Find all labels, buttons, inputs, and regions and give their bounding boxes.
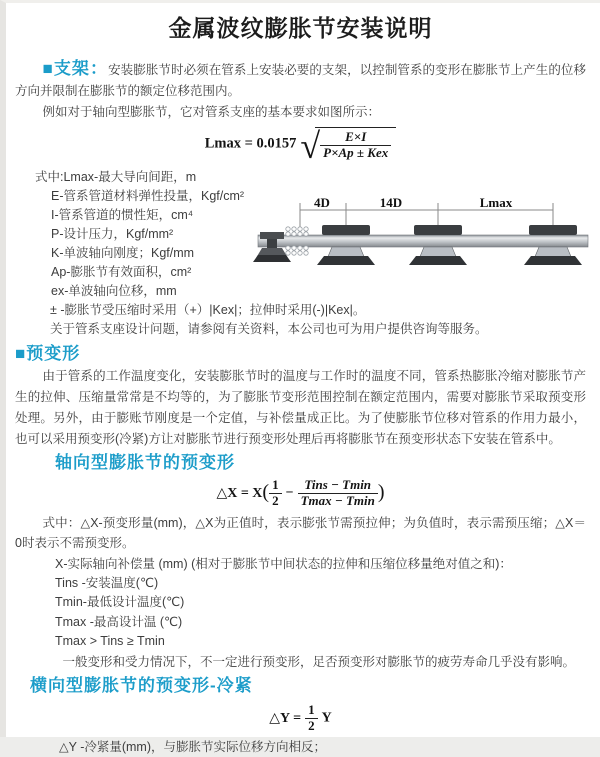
support-section-heading: ■支架： (42, 59, 109, 78)
sqrt-icon: √ (300, 125, 321, 166)
pipe (258, 235, 588, 247)
lmax-formula-lhs: Lmax = 0.0157 (204, 135, 297, 152)
consult-note: 关于管系支座设计问题，请参阅有关资料，本公司也可为用户提供咨询等服务。 (50, 321, 488, 336)
open-paren: ( (262, 480, 270, 503)
definition-line: E-管系管道材料弹性投量，Kgf/cm² (51, 188, 245, 203)
dim-label-lmax: Lmax (479, 195, 513, 210)
delta-x-explanation: 式中：△X-预变形量(mm)，△X为正值时，表示膨张节需预拉伸；为负值时，表示需预压缩；△X＝0时表示不需预变形。 (15, 515, 586, 551)
t-definition: Tmin-最低设计温度(℃) (55, 595, 185, 610)
delta-x-lhs: △X = X (216, 485, 263, 501)
support-paragraph-text: 安装膨胀节时必须在管系上安装必要的支架，以控制管系的变形在膨胀节上产生的位移方向并限制在膨胀节的额定位移范围内。 (15, 63, 586, 98)
preform-section-heading: ■预变形 (15, 343, 81, 363)
support-example-line: 例如对于轴向型膨胀节，它对管系支座的基本要求如图所示： (42, 105, 381, 119)
delta-y-formula (15, 703, 586, 734)
delta-x-formula (15, 478, 586, 509)
support-paragraph (15, 58, 586, 102)
page-title: 金属波纹膨胀节安装说明 (168, 15, 433, 41)
dim-label-14d: 14D (379, 195, 403, 210)
close-paren: ) (377, 480, 385, 503)
definition-line: ex-单波轴向位移，mm (51, 283, 177, 298)
lmax-formula-denominator: P×Ap ± Kex (320, 145, 391, 161)
preform-note: 一般变形和受力情况下，不一定进行预变形，足否预变形对膨胀节的疲劳寿命几乎没有影响。 (62, 654, 576, 669)
axial-preform-heading: 轴向型膨胀节的预变形 (55, 452, 235, 472)
delta-y-rhs: Y (321, 710, 332, 726)
pipe-support-diagram (258, 195, 600, 279)
temperature-fraction: $\frac{\text{Tins − Tmin}}{Tmax - Tmin}$ (298, 478, 378, 509)
t-definition: Tins -安装温度(℃) (55, 575, 159, 590)
one-half-fraction: $\frac{1}{2}$ (305, 703, 318, 734)
preform-paragraph: 由于管系的工作温度变化，安装膨胀节时的温度与工作时的温度不同，管系热膨胀冷缩对膨胀节产生的拉伸、压缩量常常是不均等的，为了膨胀节变形范围控制在额定范围内，需要对膨胀节采取预变形处理。另外，由于膨账节刚度是一个定值，与补偿量成正比。为了使膨胀节位移对管系的作用力最小，也可以采用预变形(冷紧)方让对膨胀节进行预变形处理后再将膨胀节在预变形状态下安装在管系中。 (15, 368, 586, 446)
definition-line: P-设计压力，Kgf/mm² (51, 226, 174, 241)
delta-y-lhs: △Y = (269, 710, 302, 726)
definition-line: Ap-膨胀节有效面积，cm² (51, 264, 192, 279)
lmax-formula-radicand (315, 127, 396, 161)
y-definition: △Y -冷紧量(mm)，与膨胀节实际位移方向相反； (59, 739, 327, 754)
definition-line: 式中:Lmax-最大导向间距，m (35, 169, 197, 184)
t-definition: Tmax > Tins ≥ Tmin (55, 634, 165, 649)
minus-sign: − (285, 485, 294, 501)
dim-label-4d: 4D (314, 195, 330, 210)
x-definition: X-实际轴向补偿量 (mm) (相对于膨胀节中间状态的拉伸和压缩位移量绝对值之和)： (55, 556, 512, 571)
lmax-formula (15, 125, 586, 166)
lateral-preform-heading: 横向型膨胀节的预变形-冷紧 (30, 675, 253, 695)
definition-line: K-单波轴向刚度；Kgf/mm (51, 245, 195, 260)
t-definition: Tmax -最高设计温 (℃) (55, 614, 183, 629)
definition-line: I-管系管道的惯性矩，cm⁴ (51, 207, 194, 222)
plus-minus-note: ± -膨胀节受压缩时采用（+）|Kex|；拉伸时采用(-)|Kex|。 (50, 302, 366, 317)
lmax-formula-numerator: E×I (345, 129, 367, 144)
one-half-fraction: $\frac{1}{2}$ (269, 478, 282, 509)
